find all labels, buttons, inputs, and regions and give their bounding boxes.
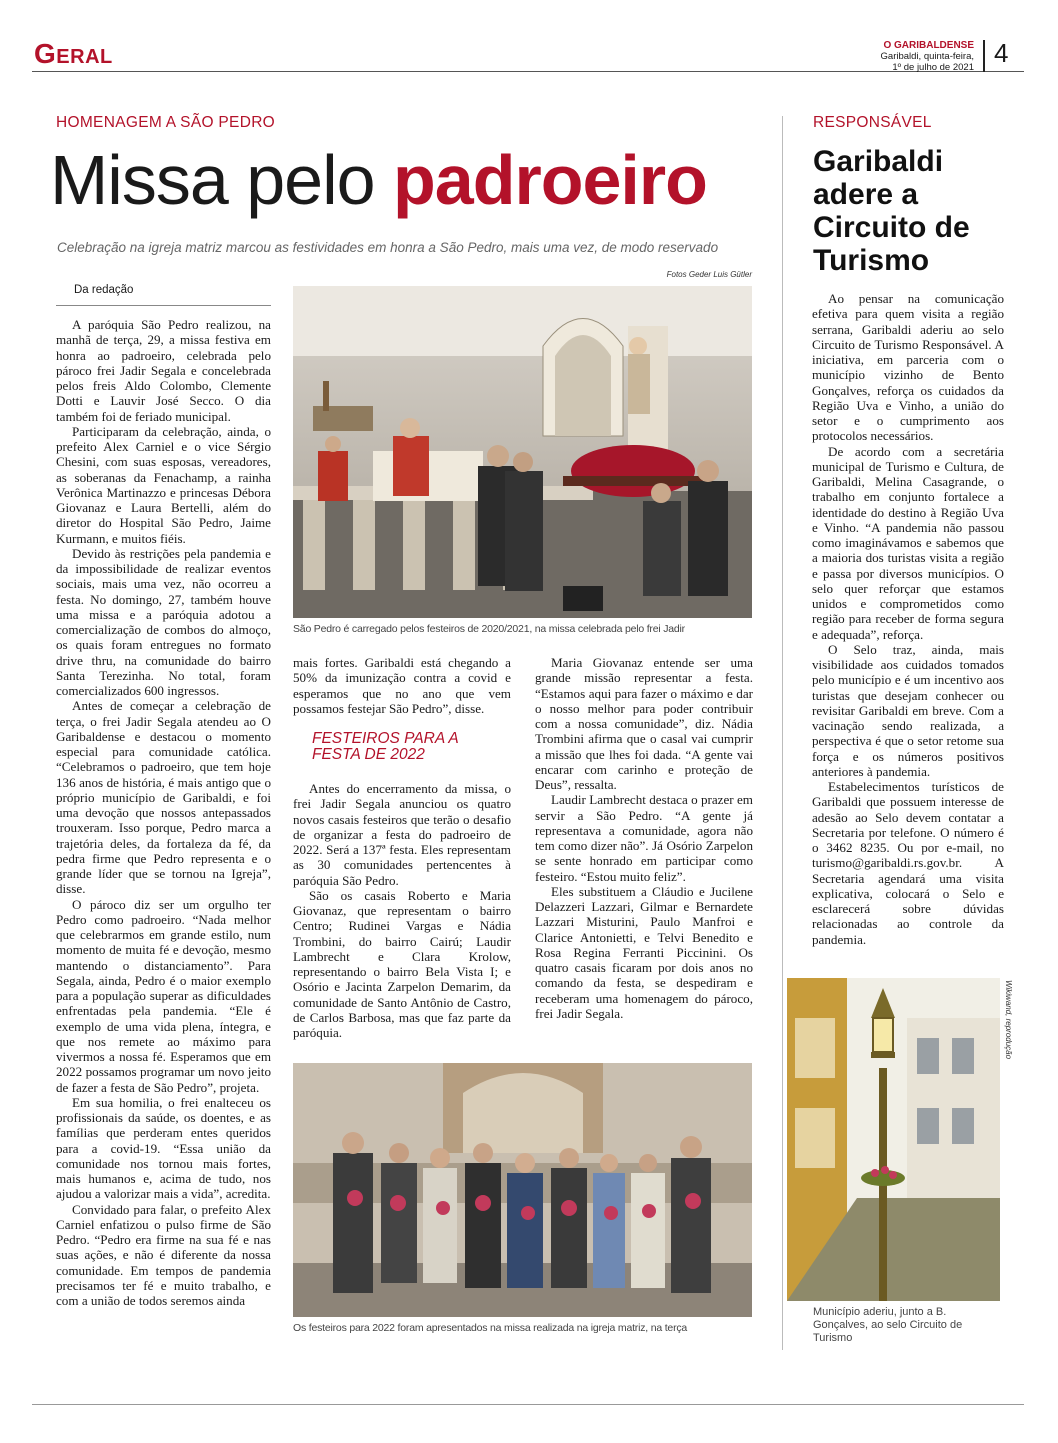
column-1 (56, 317, 271, 1308)
kicker: HOMENAGEM A SÃO PEDRO (56, 114, 276, 131)
paragraph: Convidado para falar, o prefeito Alex Carniel enfatizou o pulso firme de São Pedro. “Pedro era firme na sua fé e nas suas ações, e não é diferente da nossa comunidade. Em tempos de pandemia precisamos ter fé e muito trabalho, e com a união de todos seremos ainda (56, 1201, 271, 1308)
dateline-2: 1º de julho de 2021 (892, 62, 974, 73)
headline-part-2: padroeiro (393, 141, 707, 219)
headline-line: adere a (813, 178, 919, 211)
paper-name: O GARIBALDENSE (883, 40, 974, 51)
deck: Celebração na igreja matriz marcou as festividades em honra a São Pedro, mais uma vez, de modo reservado (57, 240, 719, 255)
page-number-divider (983, 40, 985, 72)
subhead: FESTEIROS PARA A FESTA DE 2022 (312, 730, 459, 763)
paragraph: Maria Giovanaz entende ser uma grande missão representar a festa. “Estamos aqui para fazer o máximo e dar o nosso melhor para poder contribuir com a nossa comunidade”, diz. Nádia Trombini afirma que o casal vai cumprir a missão que lhes foi dada. “A gente vai encarar com carinho e proteção de Deus”, ressalta. (535, 655, 753, 792)
byline: Da redação (74, 284, 134, 296)
paragraph: Laudir Lambrecht destaca o prazer em servir a São Pedro. “A gente já representava a comunidade, agora não tem como dizer não”. Já Osório Zarpelon se sente honrado em participar como festeiro. “Estou muito feliz”. (535, 792, 753, 884)
paragraph: mais fortes. Garibaldi está chegando a 50% da imunização contra a covid e esperamos que no ano que vem possamos festejar São Pedro”, disse. (293, 655, 511, 716)
festeiros-group-photo (293, 1063, 752, 1317)
column-2-continued (293, 781, 511, 1040)
footer-rule (32, 1404, 1024, 1405)
festeiros-photo-caption: Os festeiros para 2022 foram apresentados na missa realizada na igreja matriz, na terça (293, 1322, 688, 1334)
sidebar-photo-credit: Wikiwand, reprodução (1004, 980, 1013, 1060)
header-rule (32, 71, 1024, 72)
sidebar-headline (813, 145, 970, 277)
paragraph: São os casais Roberto e Maria Giovanaz, que representam o bairro Centro; Rudinei Vargas e Nádia Trombini, do bairro Cairú; Laudir Lambrecht e Clara Krolow, representando o bairro Bela Vista I; e Osório e Jacinta Zarpelon Demarim, da comunidade de Santo Antônio de Castro, de Carlos Barbosa, mas que faz parte da paróquia. (293, 887, 511, 1040)
headline-part-1: Missa pelo (50, 141, 375, 219)
headline-line: Circuito de (813, 211, 970, 244)
column-3 (535, 655, 753, 1021)
procession-photo (293, 286, 752, 618)
street-photo (787, 978, 1000, 1301)
section-title: Geral (34, 38, 113, 69)
sidebar-column (812, 291, 1004, 947)
paragraph: Antes do encerramento da missa, o frei Jadir Segala anunciou os quatro novos casais festeiros que terão o desafio de organizar a festa do padroeiro de 2022. Será a 137ª festa. Eles representam as 30 comunidades pertencentes à paróquia São Pedro. (293, 781, 511, 888)
sidebar-photo-caption: Município aderiu, junto a B. Gonçalves, ao selo Circuito de Turismo (813, 1306, 963, 1344)
headline-line: Turismo (813, 244, 930, 277)
procession-photo-caption: São Pedro é carregado pelos festeiros de 2020/2021, na missa celebrada pelo frei Jadir (293, 623, 685, 635)
paragraph: Participaram da celebração, ainda, o prefeito Alex Carniel e o vice Sérgio Chesini, com suas esposas, vereadores, as soberanas da Fenachamp, a rainha Verônica Martinazzo e princesas Débora Giovanaz e Laura Bertelli, além do diretor do Hospital São Pedro, Jaime Kurmann, e muitos fiéis. (56, 423, 271, 546)
paragraph: Em sua homilia, o frei enalteceu os profissionais da saúde, os doentes, e as famílias que perderam entes queridos para a covid-19. “Essa união da comunidade nos tornou mais fortes, mais humanos e, acima de tudo, nos ajudou a valorizar mais a vida”, acredita. (56, 1094, 271, 1202)
column-2 (293, 655, 511, 716)
sidebar-kicker: RESPONSÁVEL (813, 114, 932, 131)
byline-rule (56, 305, 271, 306)
paragraph: O Selo traz, ainda, mais visibilidade aos cuidados tomados pelo município e é um incentivo aos turistas que desejam conhecer ou revisitar Garibaldi em breve. Com a vacinação sendo realizada, a perspectiva é que o setor retome sua força e os números positivos anteriores à pandemia. (812, 641, 1004, 779)
paragraph: Devido às restrições pela pandemia e da impossibilidade de realizar eventos sociais, mais uma vez, não ocorreu a festa. No domingo, 27, também houve uma missa e a paróquia adotou a comercialização de combos do almoço, os quais foram entregues no formato drive thru, na comunidade do bairro Santa Terezinha. No total, foram comercializados 600 ingressos. (56, 545, 271, 698)
paragraph: Ao pensar na comunicação efetiva para quem visita a região serrana, Garibaldi aderiu ao selo Circuito de Turismo Responsável. A iniciativa, em parceria com o município vizinho de Bento Gonçalves, reforça os cuidados da Região Uva e Vinho, a união do setor e o cumprimento aos protocolos necessários. (812, 291, 1004, 444)
festeiros-photo-illustration (293, 1063, 752, 1317)
paragraph: A paróquia São Pedro realizou, na manhã de terça, 29, a missa festiva em honra ao padroeiro, celebrada pelo pároco frei Jadir Segala e concelebrada pelos freis Aldo Colombo, Clemente Dotti e Lauvir José Secco. O dia também foi de feriado municipal. (56, 317, 271, 424)
paragraph: De acordo com a secretária municipal de Turismo e Cultura, de Garibaldi, Melina Casagrande, o trabalho em conjunto fortalece a identidade do destino à Região Uva e Vinho. “A pandemia não passou como imaginávamos e sabemos que a maioria dos turistas visita a região e passa por diversos municípios. O selo quer reforçar que estamos unidos e comprometidos como região para receber de forma segura e adequada”, reforça. (812, 443, 1004, 642)
procession-photo-illustration (293, 286, 752, 618)
paragraph: Estabelecimentos turísticos de Garibaldi que possuem interesse de adesão ao Selo devem contatar a Secretaria por telefone. O número é o 3462 8235. Ou por e-mail, no turismo@garibaldi.rs.gov.br. A Secretaria agendará uma visita explicativa, colocará o Selo e esclarecerá sobre dúvidas relacionadas ao controle da pandemia. (812, 779, 1004, 947)
paragraph: Eles substituem a Cláudio e Jucilene Delazzeri Lazzari, Gilmar e Bernardete Lazzari Misturini, Paulo Manfroi e Clarice Antonietti, e Telvi Benedito e Rosa Regina Ferranti Piccinini. Os quatro casais ficaram por dois anos no comando da festa, se despediram e receberam uma homenagem do pároco, frei Jadir Segala. (535, 883, 753, 1021)
column-divider (782, 116, 783, 1350)
dateline-1: Garibaldi, quinta-feira, (880, 51, 974, 62)
headline-line: Garibaldi (813, 145, 944, 178)
street-photo-illustration (787, 978, 1000, 1301)
headline (50, 140, 707, 220)
paragraph: O pároco diz ser um orgulho ter Pedro como padroeiro. “Nada melhor que celebrarmos em grande estilo, num momento de muita fé e devoção, mesmo mantendo o distanciamento”. Para Segala, ainda, Pedro é o maior exemplo para a população superar as dificuldades enfrentadas pela pandemia. “Ele é exemplo de uma vida plena, íntegra, e que nos remete ao máximo para vivermos a nossa fé. Esperamos que em 2022 possamos programar um novo jeito de fazer a festa de São Pedro”, projeta. (56, 896, 271, 1095)
page-number: 4 (994, 38, 1009, 68)
photo-credit: Fotos Geder Luis Gütler (666, 270, 752, 279)
masthead (881, 40, 974, 73)
paragraph: Antes de começar a celebração de terça, o frei Jadir Segala atendeu ao O Garibaldense e destacou o momento especial para comunidade católica. “Celebramos o padroeiro, que tem hoje 136 anos de história, é mais antigo que o próprio município de Garibaldi, e foi uma devoção que nossos antepassados trouxeram. Isso porque, Pedro marca a trajetória deles, da fortaleza da fé, da pedra firme que Pedro representa e o grande líder que se tornou na Igreja”, disse. (56, 698, 271, 897)
